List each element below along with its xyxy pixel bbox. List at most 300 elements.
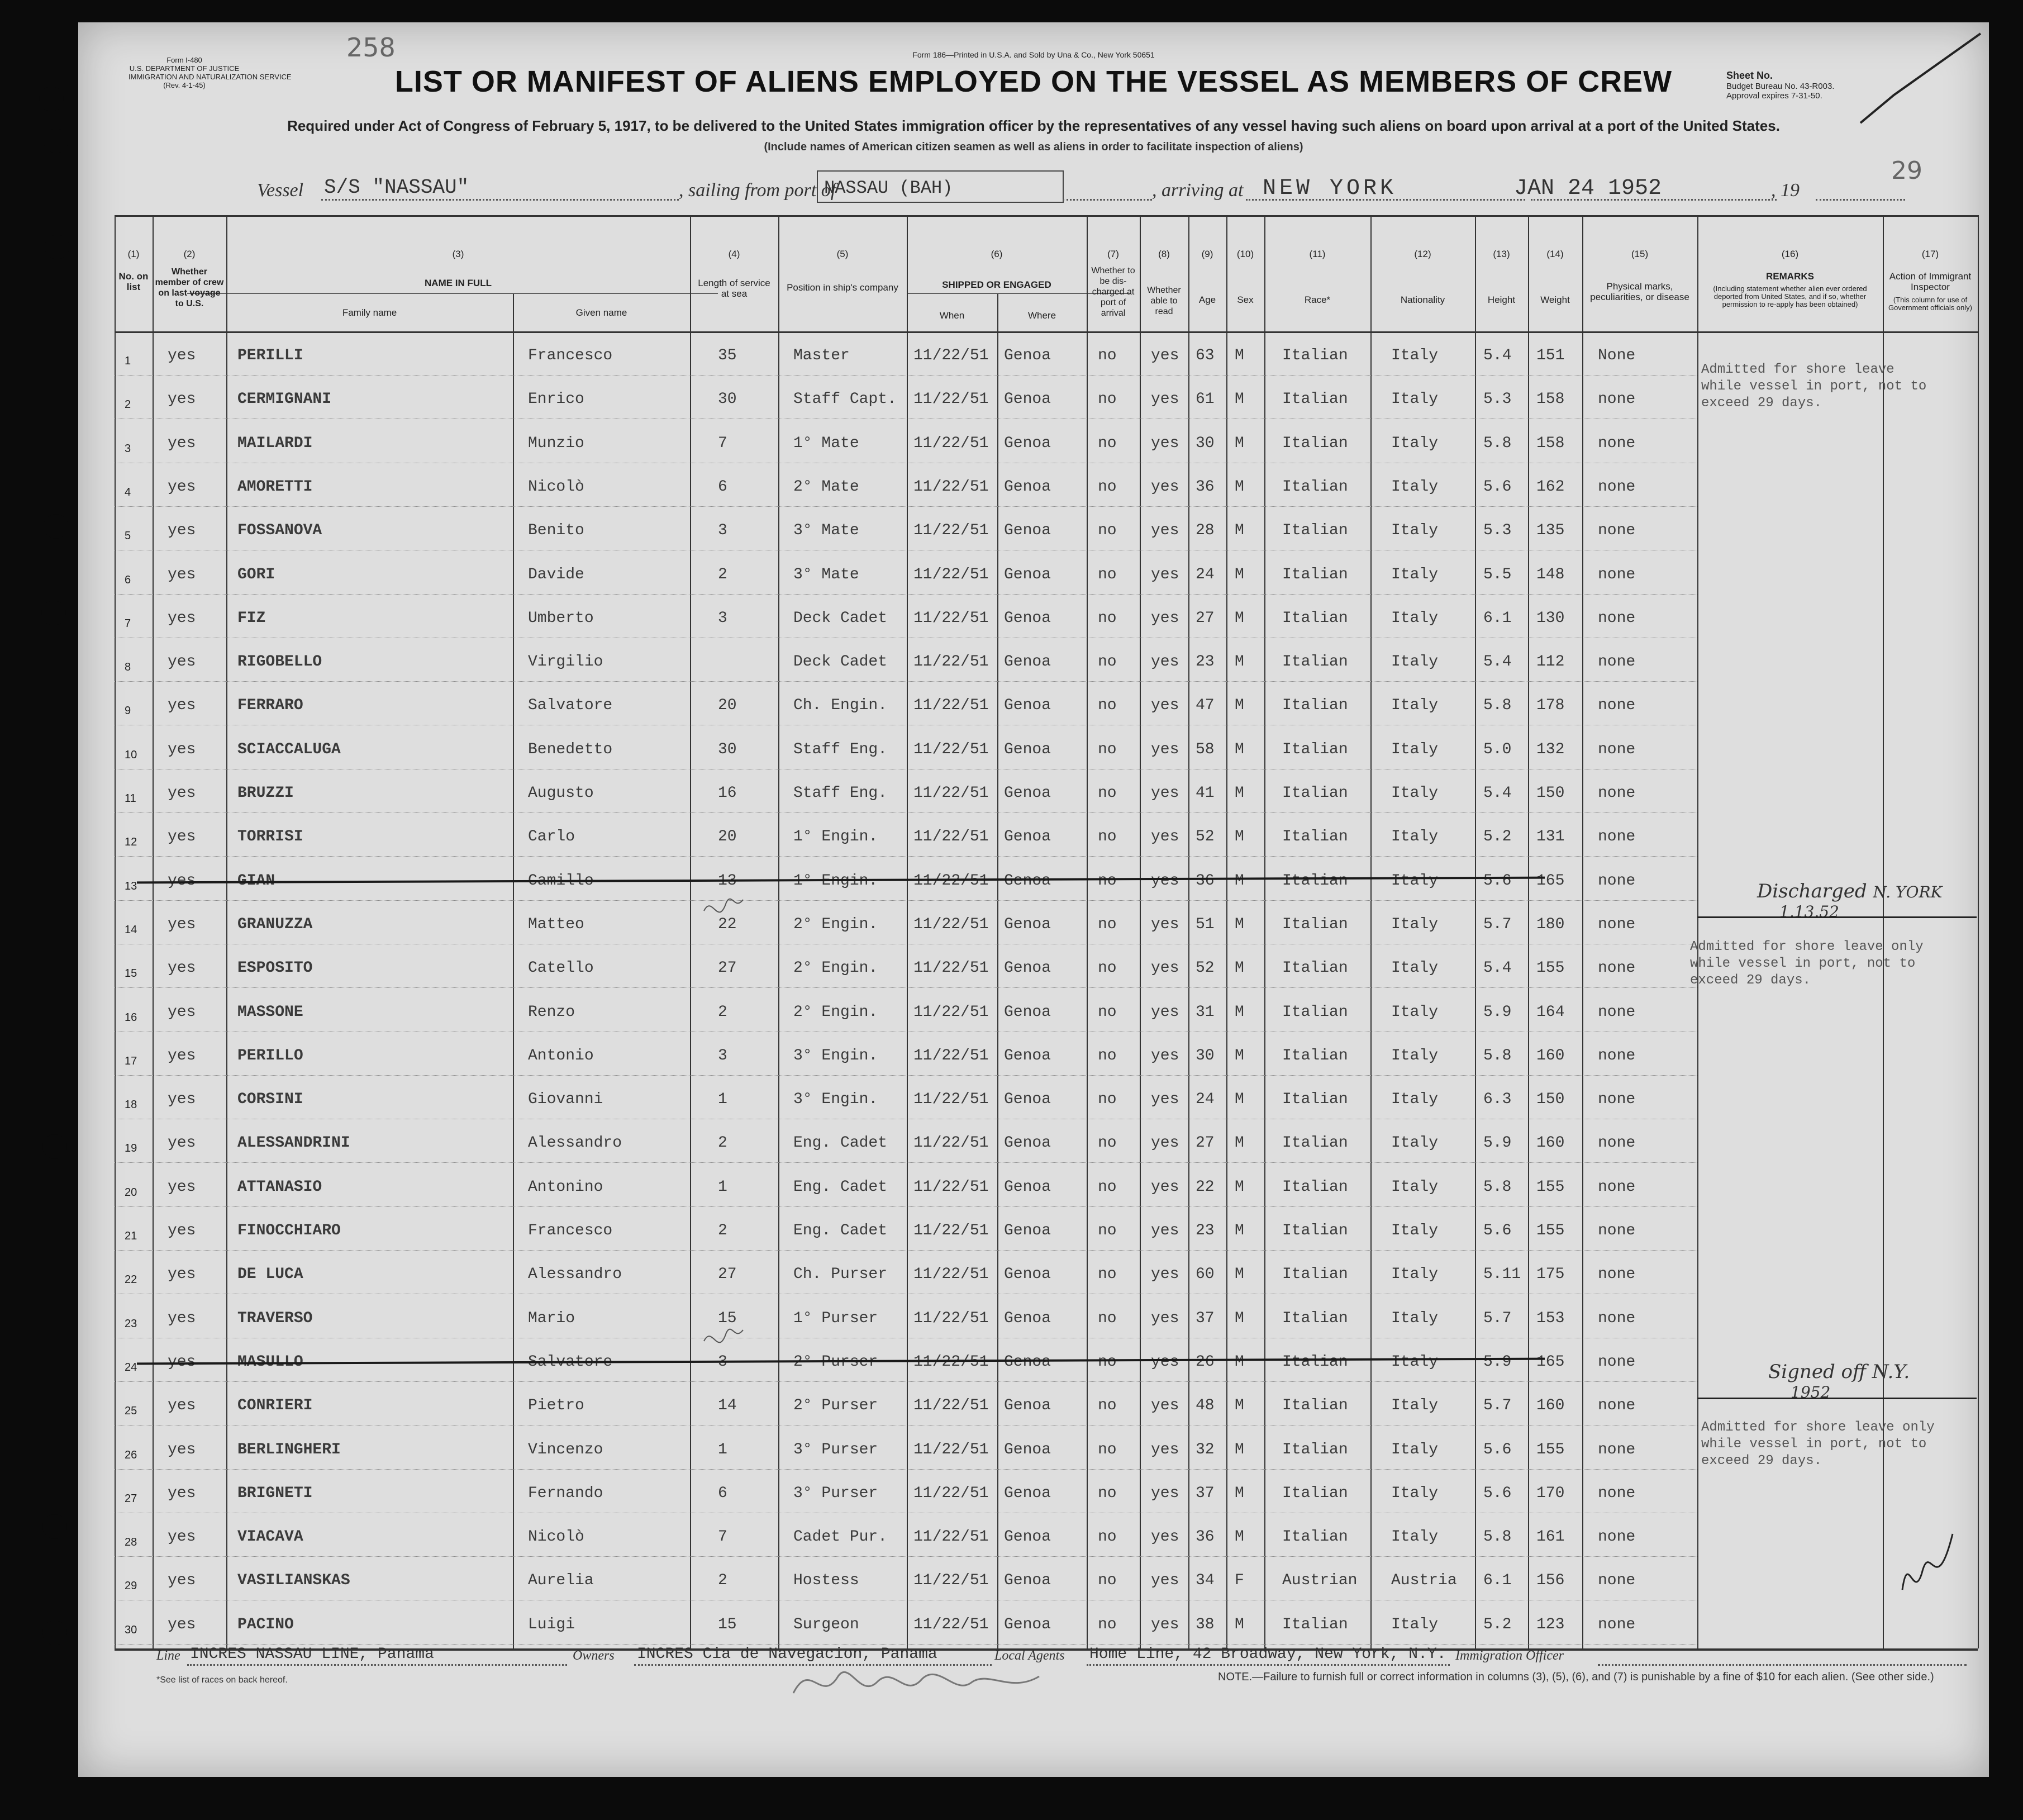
row-number: 9 [125,705,131,717]
cell-when: 11/22/51 [913,522,989,540]
header-inspector-note: (This column for use of Government officials only) [1888,296,1973,312]
cell-member: yes [168,785,196,802]
cell-read: yes [1151,1134,1179,1152]
table-row [115,989,1978,1032]
cell-race: Italian [1282,391,1348,408]
sailing-port: NASSAU (BAH) [824,178,953,198]
cell-where: Genoa [1004,434,1051,452]
cell-given: Benito [528,522,584,540]
cell-when: 11/22/51 [913,828,989,846]
table-row [115,507,1978,550]
cell-disch: no [1098,1091,1117,1109]
cell-race: Italian [1282,434,1348,452]
row-number: 23 [125,1317,137,1330]
cell-weight: 160 [1536,1397,1565,1415]
header-able-to-read: Whether able to read [1147,286,1181,316]
binder-hole [42,1621,67,1645]
row-number: 19 [125,1142,137,1155]
header-family-name: Family name [342,307,397,318]
manifest-sheet [78,22,1989,1777]
header-no-on-list: No. on list [118,271,149,292]
cell-race: Italian [1282,566,1348,583]
cell-disch: no [1098,785,1117,802]
cell-family: ALESSANDRINI [237,1134,350,1152]
cell-member: yes [168,1003,196,1021]
vessel-label: Vessel [257,180,304,201]
cell-marks: none [1598,1528,1636,1546]
cell-family: BRIGNETI [237,1484,313,1502]
cell-length: 20 [718,697,737,715]
cell-disch: no [1098,915,1117,933]
cell-length: 22 [718,915,737,933]
table-row [115,420,1978,463]
cell-disch: no [1098,740,1117,758]
cell-read: yes [1151,697,1179,715]
header-remarks-instructions: (Including statement whether alien ever ordered deported from United States, and if so, whether permission to re-apply has been obtained) [1713,284,1867,308]
header-nationality: Nationality [1400,294,1445,305]
cell-position: 1° Engin. [793,828,878,846]
cell-race: Italian [1282,653,1348,671]
cell-where: Genoa [1004,785,1051,802]
header-name-in-full: NAME IN FULL [425,278,492,288]
table-row [115,1339,1978,1382]
cell-disch: no [1098,1266,1117,1284]
cell-family: PERILLI [237,347,303,364]
cell-race: Italian [1282,522,1348,540]
cell-disch: no [1098,1528,1117,1546]
cell-family: GRANUZZA [237,915,313,933]
cell-age: 36 [1196,872,1215,890]
cell-given: Nicolò [528,478,584,496]
cell-given: Antonino [528,1178,603,1196]
row-number: 21 [125,1230,137,1242]
cell-race: Italian [1282,1397,1348,1415]
cell-when: 11/22/51 [913,347,989,364]
cell-height: 5.8 [1483,1178,1512,1196]
table-row [115,639,1978,682]
cell-height: 5.9 [1483,1134,1512,1152]
cell-weight: 178 [1536,697,1565,715]
remark-shore-leave: Admitted for shore leave only while vessel in port, not to exceed 29 days. [1690,939,1924,988]
cell-weight: 162 [1536,478,1565,496]
cell-disch: no [1098,1047,1117,1065]
agents-value: Home Line, 42 Broadway, New York, N.Y. [1089,1646,1446,1663]
cell-family: CORSINI [237,1091,303,1109]
cell-marks: none [1598,434,1636,452]
crew-table: (1) (2) (3) (4) (5) (6) (7) (8) (9) (10) (11) (12) (13) (14) (15) (16) (17) No. on list Whether member of crew on last voyage to U.S. NAME IN FULL Family name Given name Length of service at sea Position in ship's company SHIPPED OR ENGAGED When Where Whether to be dis-charged at port of arrival Whether able to read Age Sex Race* Nationality Height Weight Physical marks, peculiarities, or disease REMARKS (Including statement whether alien ever ordered deported from United States, and if so, whether permission to re-apply has been obtained) Action of Immigrant Inspector (This column for use of Government officials only) 1 yes PERILLI Francesco 35 Master 11/22/51 Genoa no yes 63 M Italian Italy 5.4 151 None 2 yes CERMIGNANI Enrico 30 Staff Capt. 11/22/51 Genoa no yes 61 M Italian Italy 5.3 158 none 3 yes MAILARDI Munzio 7 1° Mate 11/22/51 Genoa no yes 30 M Italian Italy 5.8 158 none 4 yes AMORETTI Nicolò 6 2° Mate 11/22/51 Genoa no yes 36 M Italian Italy 5.6 162 none 5 yes FOSSANOVA Benito 3 3° Mate 11/22/51 Genoa no yes 28 M Italian Italy 5.3 135 none 6 yes GORI Davide 2 3° Mate 11/22/51 Genoa no yes 24 M Italian Italy 5.5 148 none 7 yes FIZ Umberto 3 Deck Cadet 11/22/51 Genoa no yes 27 M Italian Italy 6.1 130 none 8 yes RIGOBELLO Virgilio Deck Cadet 11/22/51 Genoa no yes 23 M Italian Italy 5.4 112 none 9 yes FERRARO Salvatore 20 Ch. Engin. 11/22/51 Genoa no yes 47 M Italian Italy 5.8 178 none 10 yes SCIACCALUGA Benedetto 30 Staff Eng. 11/22/51 Genoa no yes 58 M Italian Italy 5.0 132 none 11 yes BRUZZI Augusto 16 Staff Eng. 11/22/51 Genoa no yes 41 M Italian Italy 5.4 150 none 12 yes TORRISI Carlo 20 1° Engin. 11/22/51 Genoa no yes 52 M Italian Italy 5.2 131 none 13 yes GIAN Camillo 13 1° Engin. 11/22/51 Genoa no yes 36 M Italian Italy 5.6 165 none 14 yes GRANUZZA Matteo 22 2° Engin. 11/22/51 Genoa no yes 51 M Italian Italy 5.7 180 none 15 yes ESPOSITO Catello 27 2° Engin. 11/22/51 Genoa no yes 52 M Italian Italy 5.4 155 none 16 yes MASSONE Renzo 2 2° Engin. 11/22/51 Genoa no yes 31 M Italian Italy 5.9 164 none 17 yes PERILLO Antonio 3 3° Engin. 11/22/51 Genoa no yes 30 M Italian Italy 5.8 160 none 18 yes CORSINI Giovanni 1 3° Engin. 11/22/51 Genoa no yes 24 M Italian Italy 6.3 150 none 19 yes ALESSANDRINI Alessandro 2 Eng. Cadet 11/22/51 Genoa no yes 27 M Italian Italy 5.9 160 none 20 yes ATTANASIO Antonino 1 Eng. Cadet 11/22/51 Genoa no yes 22 M Italian Italy 5.8 155 none 21 yes FINOCCHIARO Francesco 2 Eng. Cadet 11/22/51 Genoa no yes 23 M Italian Italy 5.6 155 none 22 yes DE LUCA Alessandro 27 Ch. Purser 11/22/51 Genoa no yes 60 M Italian Italy 5.11 175 none 23 yes TRAVERSO Mario 15 1° Purser 11/22/51 Genoa no yes 37 M Italian Italy 5.7 153 none 24 yes MASULLO Salvatore 3 2° Purser 11/22/51 Genoa no yes 26 M Italian Italy 5.9 165 none 25 yes CONRIERI Pietro 14 2° Purser 11/22/51 Genoa no yes 48 M Italian Italy 5.7 160 none 26 yes BERLINGHERI Vincenzo 1 3° Purser 11/22/51 Genoa no yes 32 M Italian Italy 5.6 155 none 27 yes BRIGNETI Fernando 6 3° Purser 11/22/51 Genoa no yes 37 M Italian Italy 5.6 170 none 28 yes VIACAVA Nicolò 7 Cadet Pur. 11/22/51 Genoa no yes 36 M Italian Italy 5.8 161 none 29 yes VASILIANSKAS Aurelia 2 Hostess 11/22/51 Genoa no yes 34 F Austrian Austria 6.1 156 none 30 yes PACINO Luigi 15 Surgeon 11/22/51 Genoa no yes 38 M Italian Italy 5.2 123 none Admitted for shore leave while vessel in port, not to exceed 29 days. Discharged N. YORK 1.13.52 Admitted for shore leave only while vessel in port, not to exceed 29 days. Signed off N.Y. 1952 Admitted for shore leave only while vessel in port, not to exceed 29 days. [115,215,1978,1646]
cell-marks: none [1598,391,1636,408]
cell-position: 3° Engin. [793,1091,878,1109]
cell-given: Virgilio [528,653,603,671]
cell-member: yes [168,1047,196,1065]
cell-length: 1 [718,1178,727,1196]
row-number: 16 [125,1011,137,1024]
arrival-date: JAN 24 1952 [1514,176,1662,201]
cell-where: Genoa [1004,1134,1051,1152]
cell-given: Umberto [528,609,594,627]
cell-given: Carlo [528,828,575,846]
cell-sex: F [1235,1572,1244,1590]
cell-weight: 156 [1536,1572,1565,1590]
cell-age: 41 [1196,785,1215,802]
cell-where: Genoa [1004,1484,1051,1502]
cell-weight: 161 [1536,1528,1565,1546]
table-row [115,726,1978,769]
cell-when: 11/22/51 [913,391,989,408]
row-number: 11 [125,792,136,805]
cell-length: 3 [718,1047,727,1065]
cell-weight: 155 [1536,1441,1565,1458]
cell-given: Antonio [528,1047,594,1065]
cell-height: 5.5 [1483,566,1512,583]
cell-height: 5.2 [1483,828,1512,846]
cell-member: yes [168,740,196,758]
cell-where: Genoa [1004,1528,1051,1546]
row-number: 15 [125,967,137,980]
pencil-tick-icon [701,1319,746,1358]
cell-disch: no [1098,1441,1117,1458]
header-race: Race* [1304,294,1331,305]
cell-member: yes [168,391,196,408]
cell-weight: 155 [1536,1178,1565,1196]
cell-member: yes [168,1615,196,1633]
vessel-name: S/S "NASSAU" [324,176,469,199]
cell-nat: Italy [1391,347,1439,364]
cell-nat: Italy [1391,828,1439,846]
cell-weight: 112 [1536,653,1565,671]
cell-position: Surgeon [793,1615,859,1633]
header-inspector-action: Action of Immigrant Inspector [1889,271,1972,292]
cell-read: yes [1151,391,1179,408]
cell-nat: Italy [1391,740,1439,758]
cell-sex: M [1235,1441,1244,1458]
cell-position: 2° Mate [793,478,859,496]
cell-height: 5.3 [1483,391,1512,408]
cell-weight: 148 [1536,566,1565,583]
cell-where: Genoa [1004,1397,1051,1415]
cell-read: yes [1151,915,1179,933]
row-number: 28 [125,1536,137,1549]
cell-marks: none [1598,1353,1636,1371]
cell-family: MAILARDI [237,434,313,452]
cell-marks: none [1598,959,1636,977]
line-value: INCRES NASSAU LINE, Panama [190,1646,434,1663]
cell-marks: none [1598,1003,1636,1021]
table-row [115,901,1978,944]
cell-when: 11/22/51 [913,959,989,977]
cell-when: 11/22/51 [913,1353,989,1371]
cell-length: 13 [718,872,737,890]
row-number: 6 [125,573,131,586]
cell-family: SCIACCALUGA [237,740,341,758]
cell-nat: Italy [1391,1353,1439,1371]
cell-nat: Italy [1391,1178,1439,1196]
cell-sex: M [1235,566,1244,583]
cell-where: Genoa [1004,1353,1051,1371]
cell-given: Vincenzo [528,1441,603,1458]
cell-position: 1° Mate [793,434,859,452]
cell-disch: no [1098,1003,1117,1021]
cell-race: Austrian [1282,1572,1358,1590]
cell-age: 24 [1196,1091,1215,1109]
cell-weight: 123 [1536,1615,1565,1633]
row-number: 20 [125,1186,137,1199]
cell-race: Italian [1282,1353,1348,1371]
cell-marks: None [1598,347,1636,364]
cell-height: 5.6 [1483,1484,1512,1502]
cell-weight: 153 [1536,1309,1565,1327]
cell-race: Italian [1282,1003,1348,1021]
cell-height: 5.4 [1483,959,1512,977]
cell-read: yes [1151,785,1179,802]
cell-age: 27 [1196,609,1215,627]
cell-position: Staff Capt. [793,391,897,408]
cell-read: yes [1151,478,1179,496]
cell-height: 5.7 [1483,1397,1512,1415]
cell-position: Ch. Engin. [793,697,888,715]
cell-sex: M [1235,959,1244,977]
arrival-port: NEW YORK [1263,176,1397,201]
document-instruction: (Include names of American citizen seamen as well as aliens in order to facilitate inspection of aliens) [764,141,1303,153]
cell-disch: no [1098,1134,1117,1152]
cell-disch: no [1098,391,1117,408]
table-row [115,595,1978,638]
table-row [115,1164,1978,1207]
cell-sex: M [1235,1484,1244,1502]
cell-read: yes [1151,828,1179,846]
cell-read: yes [1151,566,1179,583]
cell-age: 30 [1196,434,1215,452]
cell-read: yes [1151,1047,1179,1065]
line-label: Line [156,1648,180,1663]
cell-weight: 135 [1536,522,1565,540]
table-row [115,814,1978,857]
cell-given: Fernando [528,1484,603,1502]
cell-given: Alessandro [528,1266,622,1284]
cell-member: yes [168,1309,196,1327]
cell-weight: 164 [1536,1003,1565,1021]
cell-race: Italian [1282,740,1348,758]
cell-where: Genoa [1004,1309,1051,1327]
table-row [115,1295,1978,1338]
cell-position: 2° Purser [793,1353,878,1371]
agents-label: Local Agents [994,1648,1065,1663]
cell-race: Italian [1282,1441,1348,1458]
cell-when: 11/22/51 [913,872,989,890]
cell-marks: none [1598,1572,1636,1590]
cell-marks: none [1598,1266,1636,1284]
cell-family: PERILLO [237,1047,303,1065]
cell-nat: Italy [1391,434,1439,452]
header-given-name: Given name [575,307,627,318]
cell-age: 36 [1196,1528,1215,1546]
table-row [115,332,1978,376]
cell-member: yes [168,1222,196,1239]
table-row [115,376,1978,419]
cell-height: 5.8 [1483,1047,1512,1065]
cell-given: Francesco [528,347,613,364]
cell-sex: M [1235,1003,1244,1021]
cell-given: Giovanni [528,1091,603,1109]
cell-marks: none [1598,1309,1636,1327]
cell-when: 11/22/51 [913,1091,989,1109]
cell-nat: Austria [1391,1572,1457,1590]
cell-nat: Italy [1391,653,1439,671]
cell-position: 2° Engin. [793,1003,878,1021]
cell-where: Genoa [1004,1615,1051,1633]
cell-length: 30 [718,740,737,758]
cell-member: yes [168,566,196,583]
cell-disch: no [1098,1572,1117,1590]
cell-race: Italian [1282,697,1348,715]
cell-weight: 165 [1536,1353,1565,1371]
cell-length: 27 [718,1266,737,1284]
cell-height: 5.8 [1483,697,1512,715]
cell-age: 23 [1196,653,1215,671]
cell-race: Italian [1282,1178,1348,1196]
handwritten-sheet-number: 29 [1891,156,1922,185]
cell-position: 3° Purser [793,1484,878,1502]
cell-disch: no [1098,434,1117,452]
owners-value: INCRES Cia de Navegacion, Panama [637,1646,937,1663]
cell-sex: M [1235,1047,1244,1065]
cell-position: 2° Purser [793,1397,878,1415]
cell-where: Genoa [1004,391,1051,408]
cell-length: 15 [718,1309,737,1327]
cell-family: FINOCCHIARO [237,1222,341,1239]
cell-family: FERRARO [237,697,303,715]
cell-position: 3° Mate [793,522,859,540]
cell-member: yes [168,697,196,715]
cell-height: 5.6 [1483,1222,1512,1239]
cell-race: Italian [1282,1266,1348,1284]
row-number: 2 [125,398,131,411]
cell-height: 5.6 [1483,872,1512,890]
cell-marks: none [1598,1615,1636,1633]
cell-sex: M [1235,391,1244,408]
cell-height: 5.4 [1483,653,1512,671]
cell-position: Master [793,347,850,364]
cell-member: yes [168,478,196,496]
cell-age: 63 [1196,347,1215,364]
cell-member: yes [168,872,196,890]
cell-given: Alessandro [528,1134,622,1152]
cell-where: Genoa [1004,1572,1051,1590]
cell-when: 11/22/51 [913,740,989,758]
cell-given: Mario [528,1309,575,1327]
cell-marks: none [1598,1222,1636,1239]
cell-when: 11/22/51 [913,1572,989,1590]
cell-nat: Italy [1391,872,1439,890]
cell-when: 11/22/51 [913,434,989,452]
cell-length: 7 [718,434,727,452]
cell-height: 5.9 [1483,1353,1512,1371]
cell-length: 2 [718,566,727,583]
cell-height: 6.3 [1483,1091,1512,1109]
cell-member: yes [168,1397,196,1415]
cell-given: Enrico [528,391,584,408]
cell-when: 11/22/51 [913,785,989,802]
cell-marks: none [1598,872,1636,890]
cell-nat: Italy [1391,1484,1439,1502]
cell-read: yes [1151,653,1179,671]
cell-race: Italian [1282,828,1348,846]
cell-member: yes [168,1353,196,1371]
cell-sex: M [1235,1397,1244,1415]
cell-read: yes [1151,434,1179,452]
cell-race: Italian [1282,872,1348,890]
cell-marks: none [1598,1484,1636,1502]
header-weight: Weight [1540,294,1570,305]
cell-family: BERLINGHERI [237,1441,341,1458]
cell-family: GORI [237,566,275,583]
cell-read: yes [1151,872,1179,890]
cell-position: Eng. Cadet [793,1222,888,1239]
cell-read: yes [1151,1222,1179,1239]
header-position: Position in ship's company [787,282,898,293]
cell-length: 2 [718,1003,727,1021]
cell-given: Munzio [528,434,584,452]
row-number: 8 [125,661,131,674]
cell-member: yes [168,828,196,846]
cell-weight: 130 [1536,609,1565,627]
binder-hole [45,235,69,259]
cell-race: Italian [1282,1091,1348,1109]
header-physical-marks: Physical marks, peculiarities, or disease [1590,281,1689,302]
cell-length: 35 [718,347,737,364]
document-title: LIST OR MANIFEST OF ALIENS EMPLOYED ON THE VESSEL AS MEMBERS OF CREW [394,65,1673,98]
cell-family: MASULLO [237,1353,303,1371]
table-row [115,1208,1978,1251]
table-row [115,682,1978,725]
cell-when: 11/22/51 [913,1397,989,1415]
cell-given: Davide [528,566,584,583]
cell-member: yes [168,653,196,671]
cell-age: 47 [1196,697,1215,715]
cell-marks: none [1598,697,1636,715]
table-row [115,1120,1978,1163]
cell-nat: Italy [1391,566,1439,583]
cell-race: Italian [1282,1222,1348,1239]
cell-member: yes [168,1441,196,1458]
cell-when: 11/22/51 [913,609,989,627]
printer-credit: Form 186—Printed in U.S.A. and Sold by Una & Co., New York 50651 [912,50,1155,59]
header-remarks: REMARKS [1766,271,1814,282]
table-row [115,770,1978,813]
cell-nat: Italy [1391,1222,1439,1239]
cell-where: Genoa [1004,1222,1051,1239]
cell-age: 22 [1196,1178,1215,1196]
cell-given: Nicolò [528,1528,584,1546]
cell-family: GIAN [237,872,275,890]
cell-race: Italian [1282,785,1348,802]
cell-given: Benedetto [528,740,613,758]
cell-length: 27 [718,959,737,977]
cell-age: 37 [1196,1309,1215,1327]
cell-position: 3° Purser [793,1441,878,1458]
cell-family: MASSONE [237,1003,303,1021]
cell-length: 6 [718,1484,727,1502]
cell-weight: 155 [1536,1222,1565,1239]
row-number: 27 [125,1492,137,1505]
pencil-tick-icon [701,888,746,928]
cell-age: 52 [1196,959,1215,977]
cell-sex: M [1235,1134,1244,1152]
remark-shore-leave: Admitted for shore leave only while vessel in port, not to exceed 29 days. [1701,1420,1935,1469]
cell-member: yes [168,1572,196,1590]
cell-nat: Italy [1391,522,1439,540]
cell-weight: 165 [1536,872,1565,890]
